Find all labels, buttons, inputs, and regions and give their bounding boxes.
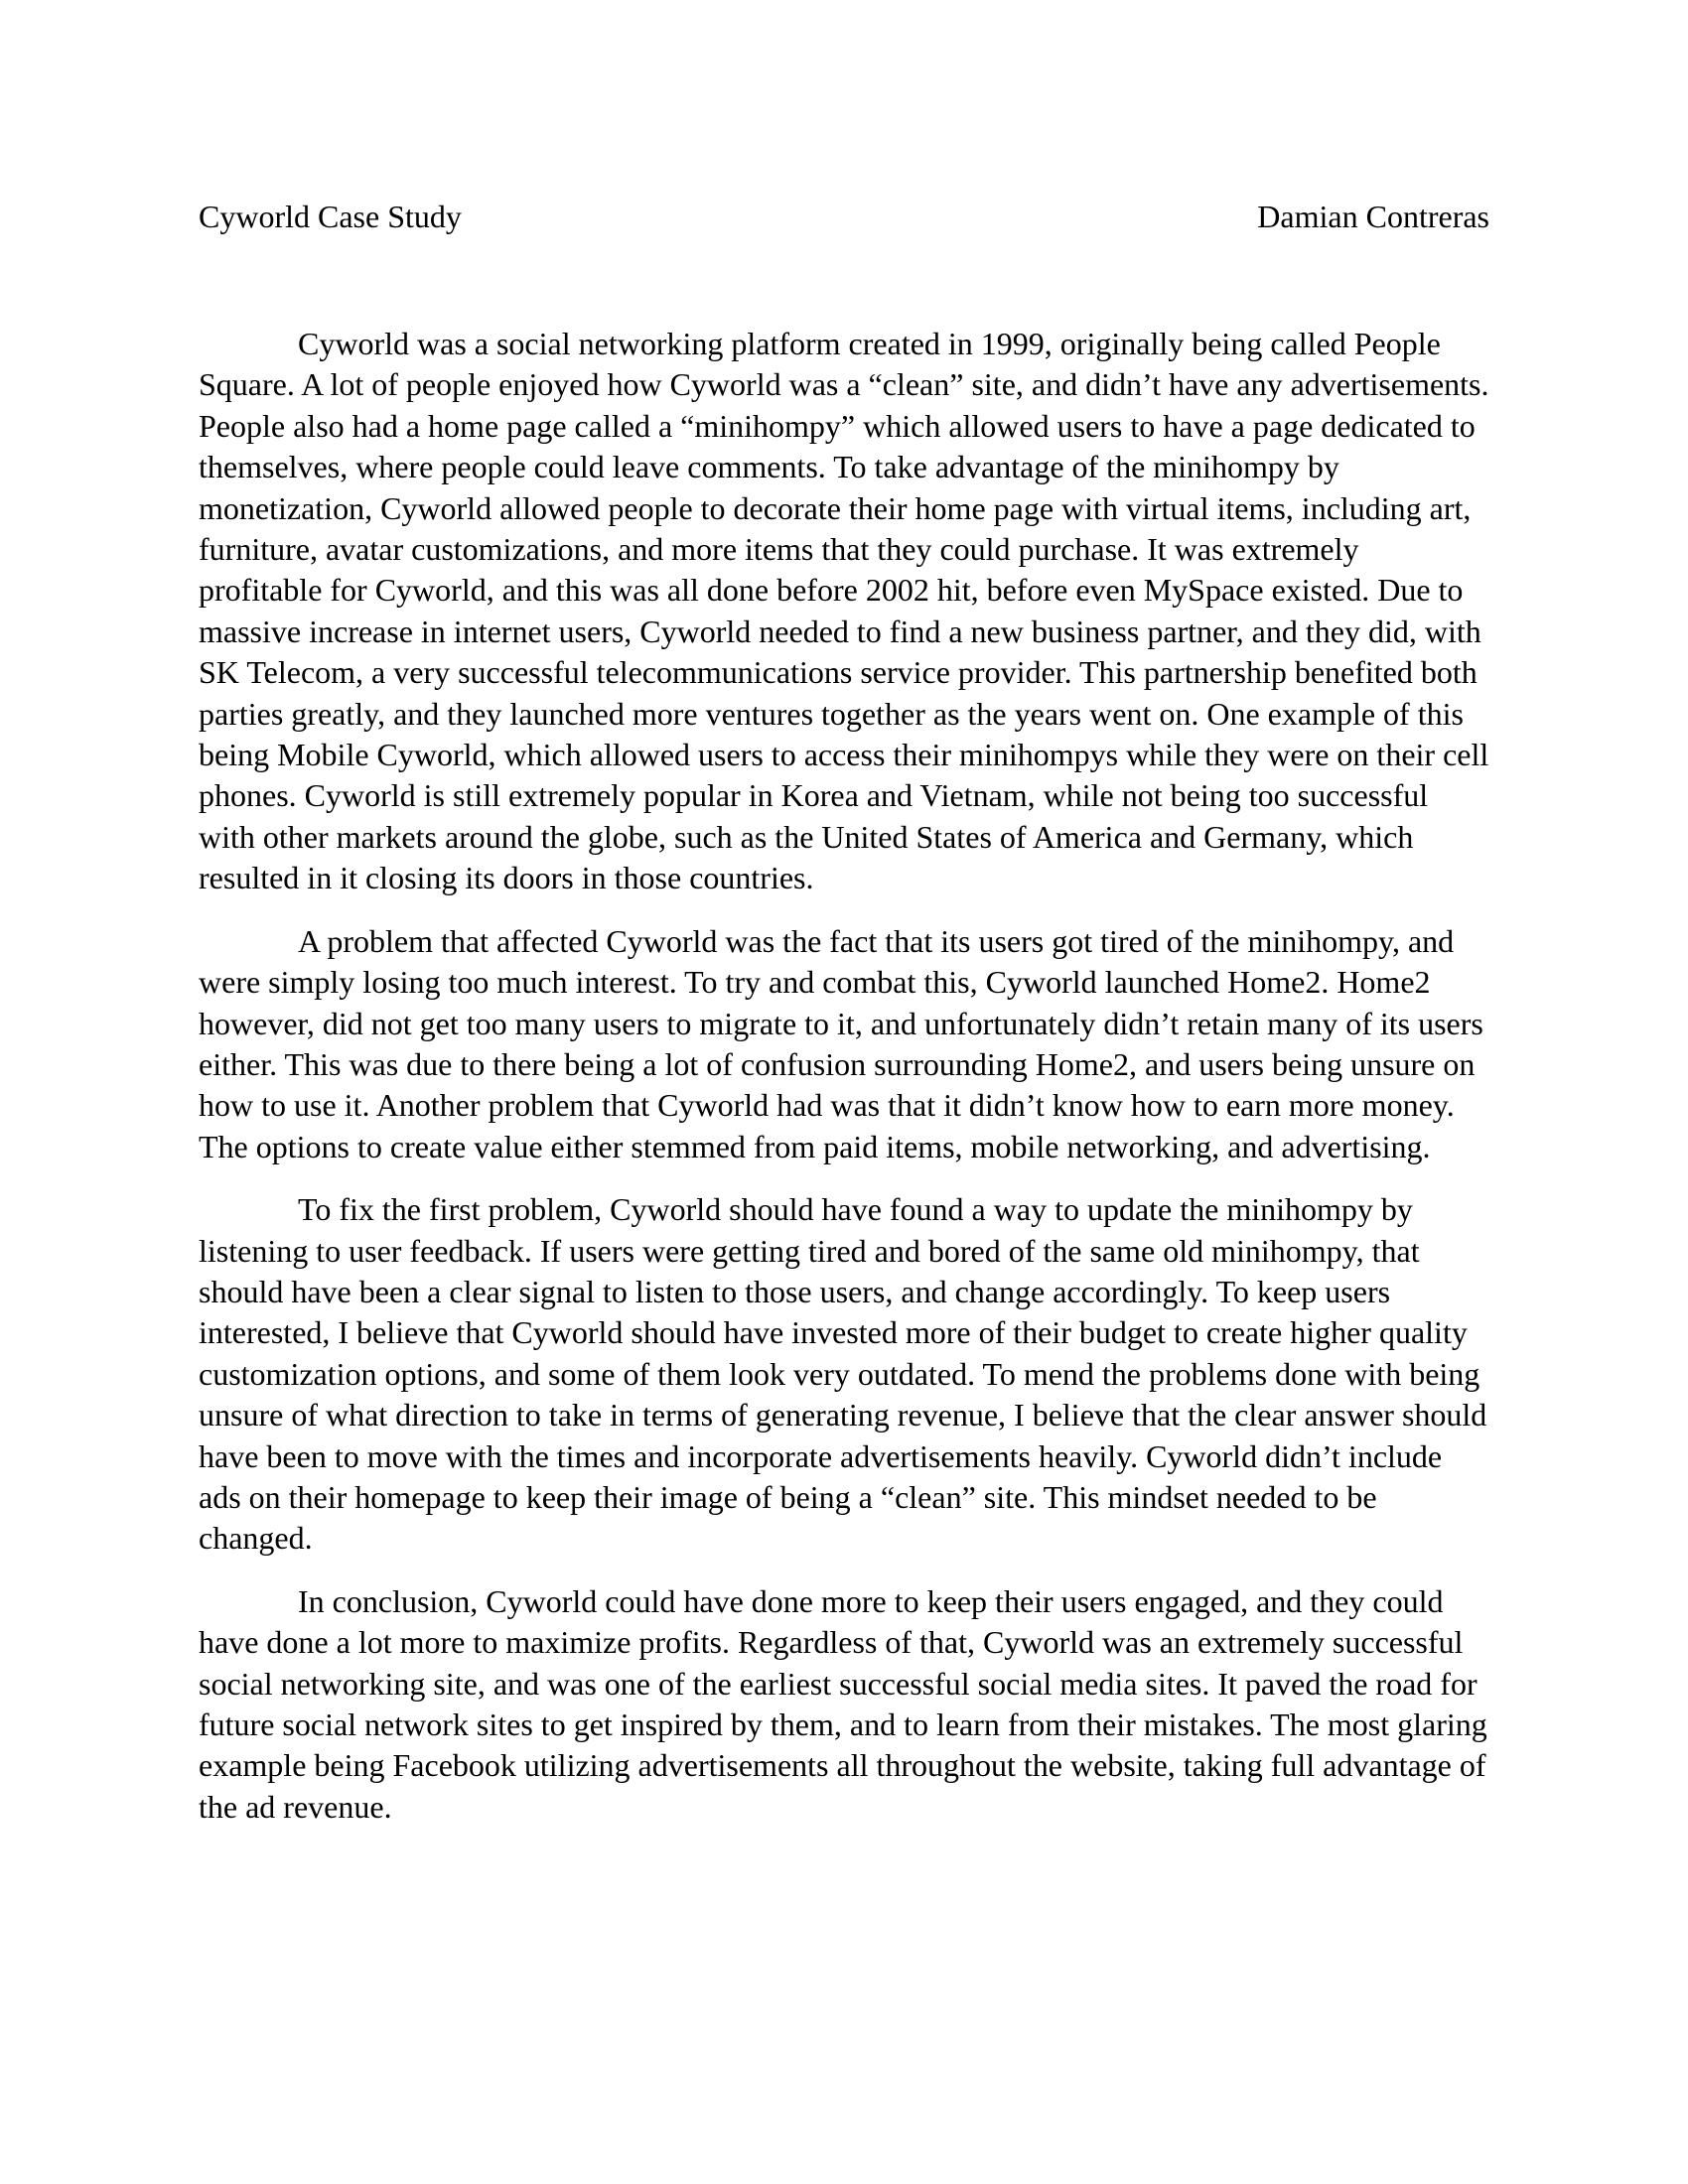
- paragraph-introduction: Cyworld was a social networking platform created in 1999, originally being called People Square. A lot of people enjoyed how Cyworld was a “clean” site, and didn’t have any advertisements. People also had a home page called a “minihompy” which allowed users to have a page dedicated to themselves, where people could leave comments. To take advantage of the minihompy by monetization, Cyworld allowed people to decorate their home page with virtual items, including art, furniture, avatar customizations, and more items that they could purchase. It was extremely profitable for Cyworld, and this was all done before 2002 hit, before even MySpace existed. Due to massive increase in internet users, Cyworld needed to find a new business partner, and they did, with SK Telecom, a very successful telecommunications service provider. This partnership benefited both parties greatly, and they launched more ventures together as the years went on. One example of this being Mobile Cyworld, which allowed users to access their minihompys while they were on their cell phones. Cyworld is still extremely popular in Korea and Vietnam, while not being too successful with other markets around the globe, such as the United States of America and Germany, which resulted in it closing its doors in those countries.: [199, 326, 1489, 896]
- paragraph-solutions: To fix the first problem, Cyworld should have found a way to update the minihompy by listening to user feedback. If users were getting tired and bored of the same old minihompy, that should have been a clear signal to listen to those users, and change accordingly. To keep users interested, I believe that Cyworld should have invested more of their budget to create higher quality customization options, and some of them look very outdated. To mend the problems done with being unsure of what direction to take in terms of generating revenue, I believe that the clear answer should have been to move with the times and incorporate advertisements heavily. Cyworld didn’t include ads on their homepage to keep their image of being a “clean” site. This mindset needed to be changed.: [199, 1191, 1487, 1557]
- document-body: [199, 324, 1489, 1828]
- page-header: [199, 197, 1489, 236]
- author-name: Damian Contreras: [1257, 199, 1489, 234]
- paragraph-problems: A problem that affected Cyworld was the fact that its users got tired of the minihompy, and were simply losing too much interest. To try and combat this, Cyworld launched Home2. Home2 however, did not get too many users to migrate to it, and unfortunately didn’t retain many of its users either. This was due to there being a lot of confusion surrounding Home2, and users being unsure on how to use it. Another problem that Cyworld had was that it didn’t know how to earn more money. The options to create value either stemmed from paid items, mobile networking, and advertising.: [199, 922, 1483, 1164]
- document-title: Cyworld Case Study: [199, 199, 462, 234]
- paragraph-conclusion: In conclusion, Cyworld could have done more to keep their users engaged, and they could have done a lot more to maximize profits. Regardless of that, Cyworld was an extremely successful social networking site, and was one of the earliest successful social media sites. It paved the road for future social network sites to get inspired by them, and to learn from their mistakes. The most glaring example being Facebook utilizing advertisements all throughout the website, taking full advantage of the ad revenue.: [199, 1582, 1487, 1825]
